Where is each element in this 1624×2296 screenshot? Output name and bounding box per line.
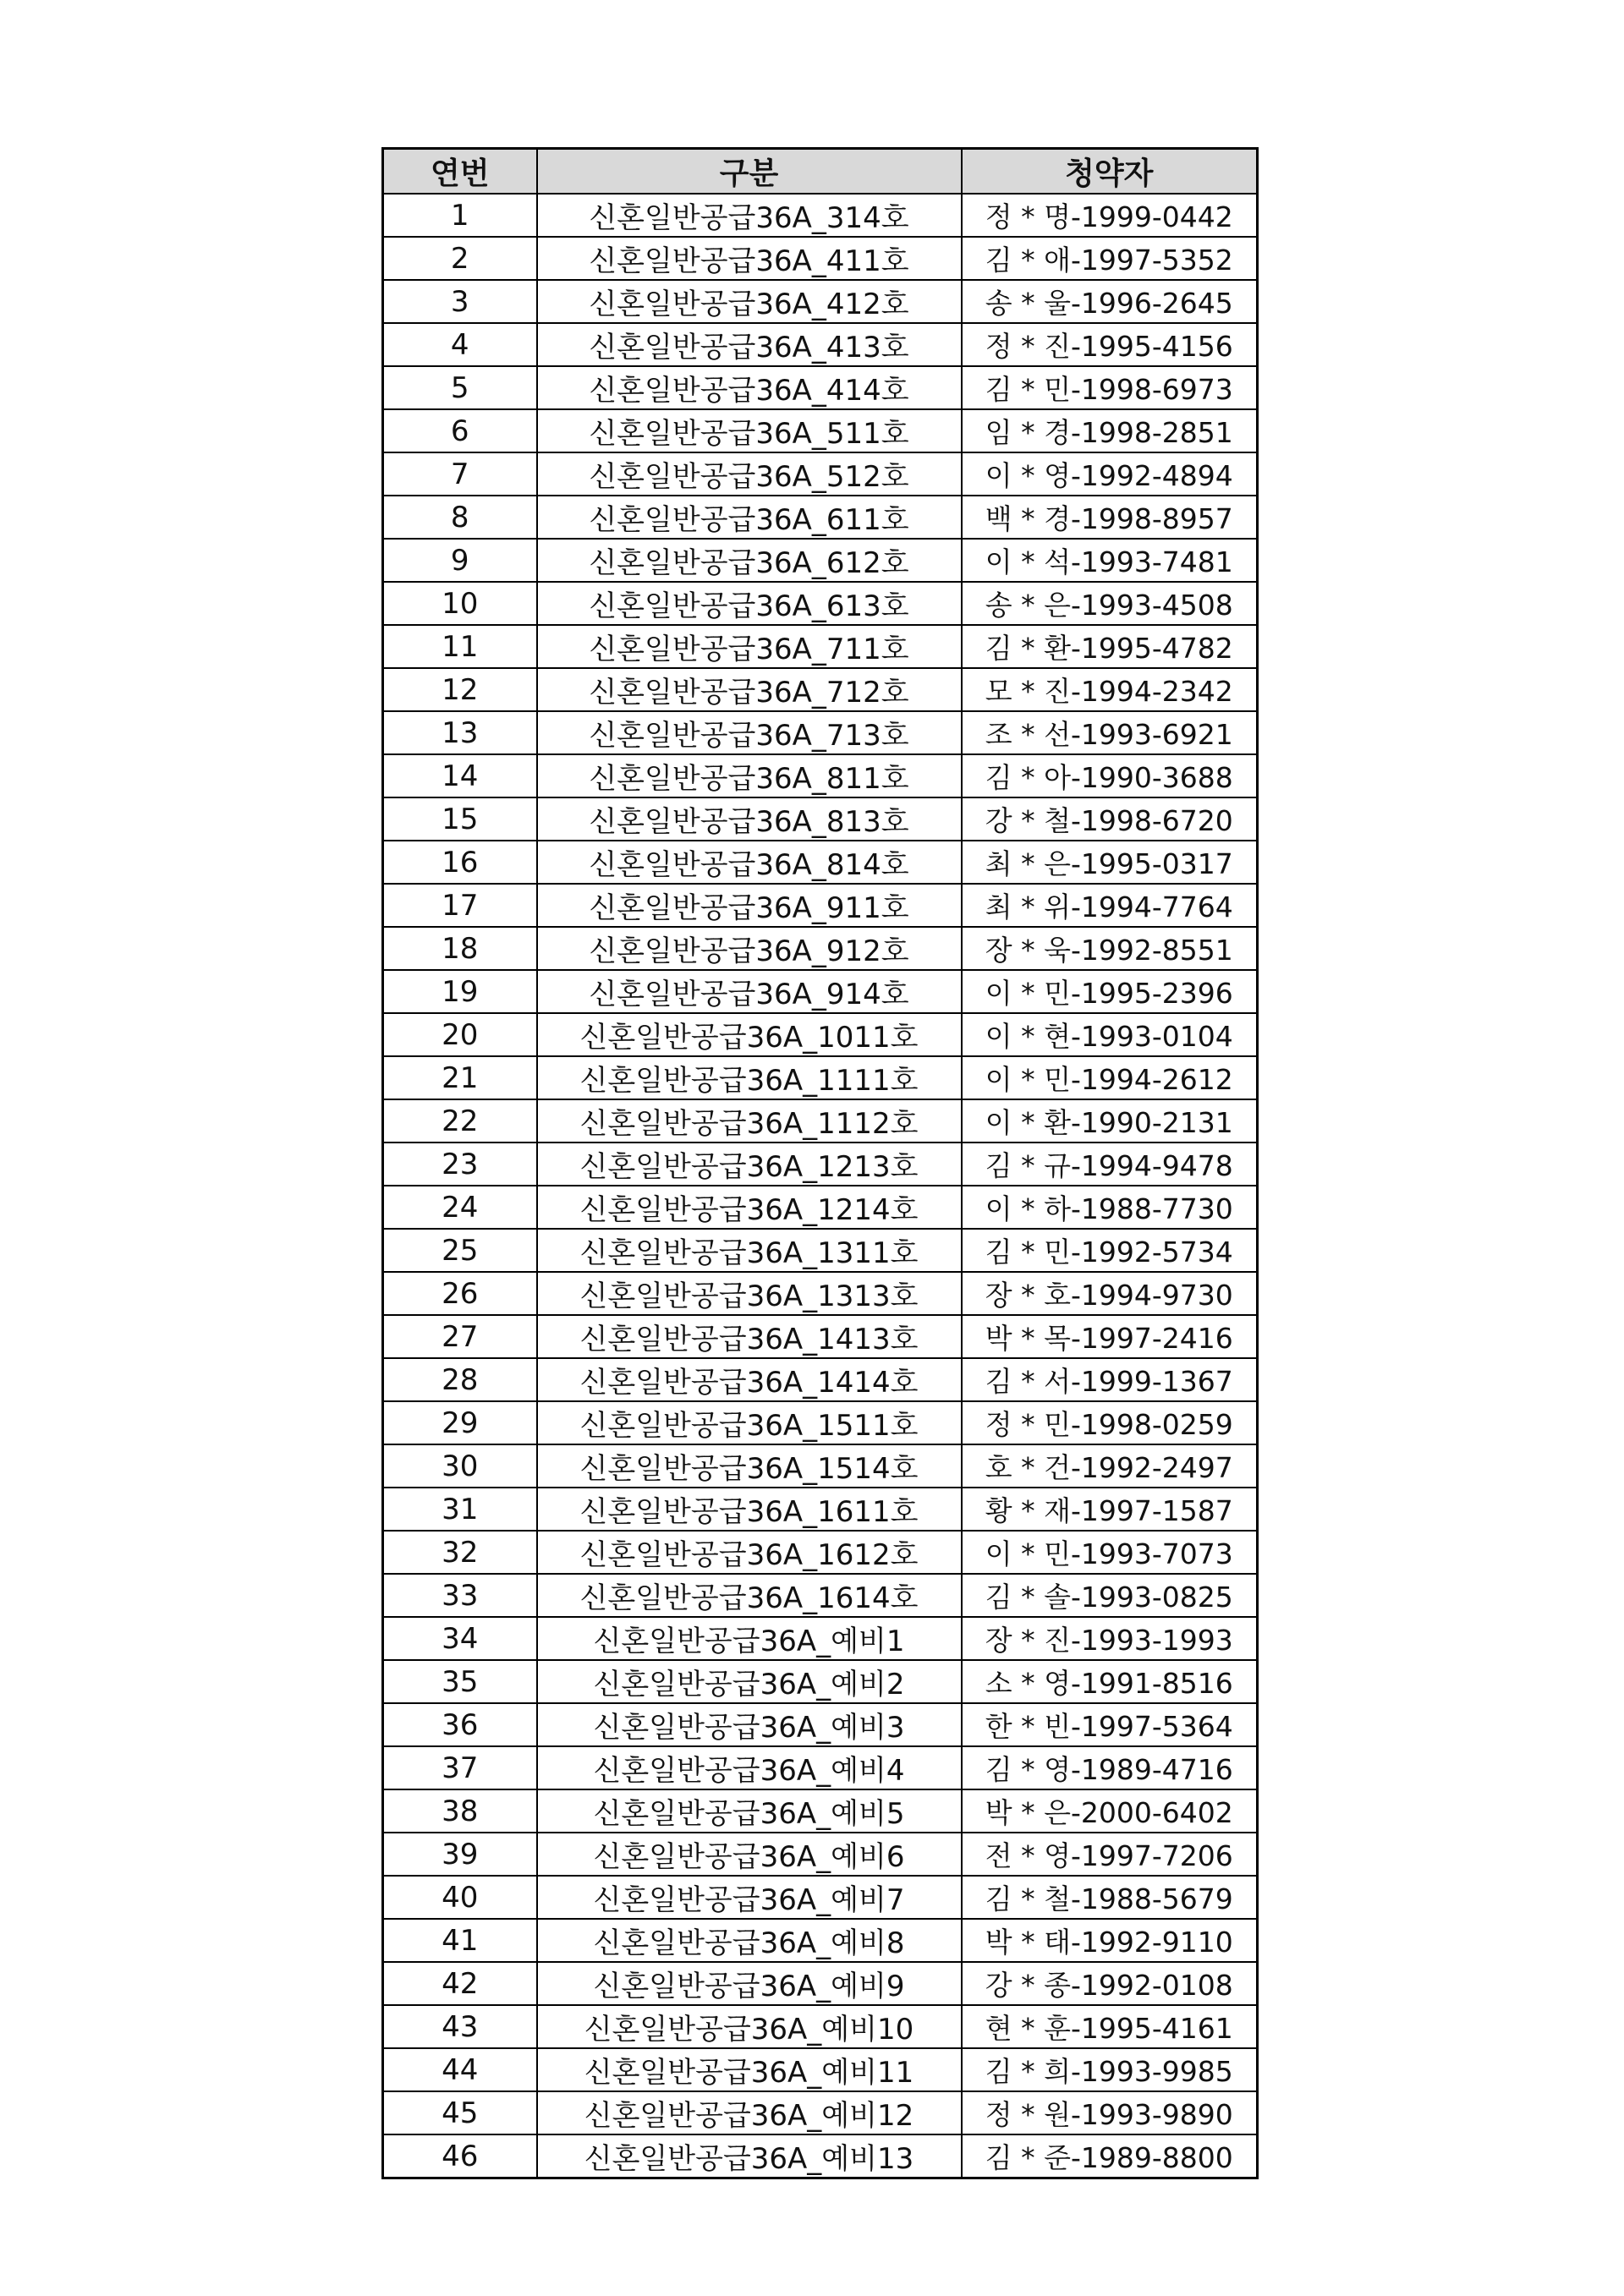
- cell-seq: 26: [383, 1272, 537, 1315]
- cell-applicant: 김 * 아-1990-3688: [962, 754, 1258, 797]
- cell-applicant: 박 * 목-1997-2416: [962, 1315, 1258, 1358]
- cell-category: 신혼일반공급36A_예비6: [537, 1833, 962, 1876]
- table-row: [383, 1229, 1258, 1272]
- cell-category: 신혼일반공급36A_1611호: [537, 1488, 962, 1531]
- cell-applicant: 김 * 준-1989-8800: [962, 2134, 1258, 2178]
- cell-category: 신혼일반공급36A_예비2: [537, 1660, 962, 1703]
- table-row: [383, 1703, 1258, 1746]
- cell-seq: 1: [383, 194, 537, 237]
- cell-category: 신혼일반공급36A_예비5: [537, 1789, 962, 1833]
- cell-seq: 33: [383, 1574, 537, 1617]
- cell-applicant: 호 * 건-1992-2497: [962, 1444, 1258, 1488]
- cell-applicant: 장 * 호-1994-9730: [962, 1272, 1258, 1315]
- cell-category: 신혼일반공급36A_1612호: [537, 1531, 962, 1574]
- cell-category: 신혼일반공급36A_512호: [537, 452, 962, 496]
- table-row: [383, 280, 1258, 323]
- cell-seq: 20: [383, 1013, 537, 1056]
- table-row: [383, 1660, 1258, 1703]
- cell-applicant: 정 * 명-1999-0442: [962, 194, 1258, 237]
- cell-applicant: 강 * 종-1992-0108: [962, 1962, 1258, 2005]
- cell-applicant: 장 * 진-1993-1993: [962, 1617, 1258, 1660]
- table-row: [383, 711, 1258, 754]
- column-header-seq: 연번: [383, 149, 537, 195]
- table-row: [383, 797, 1258, 841]
- table-row: [383, 1272, 1258, 1315]
- cell-seq: 12: [383, 668, 537, 711]
- cell-seq: 18: [383, 927, 537, 970]
- cell-seq: 35: [383, 1660, 537, 1703]
- cell-seq: 39: [383, 1833, 537, 1876]
- cell-seq: 38: [383, 1789, 537, 1833]
- table-row: [383, 1746, 1258, 1789]
- applicant-table: [381, 147, 1259, 2179]
- cell-category: 신혼일반공급36A_412호: [537, 280, 962, 323]
- cell-seq: 44: [383, 2048, 537, 2091]
- cell-applicant: 최 * 은-1995-0317: [962, 841, 1258, 884]
- cell-category: 신혼일반공급36A_예비8: [537, 1919, 962, 1962]
- cell-applicant: 이 * 석-1993-7481: [962, 539, 1258, 582]
- cell-category: 신혼일반공급36A_914호: [537, 970, 962, 1013]
- table-row: [383, 323, 1258, 366]
- cell-seq: 37: [383, 1746, 537, 1789]
- table-row: [383, 1186, 1258, 1229]
- cell-applicant: 전 * 영-1997-7206: [962, 1833, 1258, 1876]
- table-row: [383, 1056, 1258, 1099]
- cell-applicant: 이 * 환-1990-2131: [962, 1099, 1258, 1143]
- cell-category: 신혼일반공급36A_814호: [537, 841, 962, 884]
- table-row: [383, 1617, 1258, 1660]
- table-row: [383, 1013, 1258, 1056]
- cell-seq: 6: [383, 409, 537, 452]
- cell-category: 신혼일반공급36A_912호: [537, 927, 962, 970]
- table-row: [383, 1488, 1258, 1531]
- cell-seq: 24: [383, 1186, 537, 1229]
- cell-applicant: 송 * 울-1996-2645: [962, 280, 1258, 323]
- cell-seq: 10: [383, 582, 537, 625]
- cell-applicant: 김 * 철-1988-5679: [962, 1876, 1258, 1919]
- cell-applicant: 현 * 훈-1995-4161: [962, 2005, 1258, 2048]
- cell-category: 신혼일반공급36A_1614호: [537, 1574, 962, 1617]
- cell-category: 신혼일반공급36A_1514호: [537, 1444, 962, 1488]
- cell-category: 신혼일반공급36A_613호: [537, 582, 962, 625]
- cell-seq: 15: [383, 797, 537, 841]
- cell-applicant: 송 * 은-1993-4508: [962, 582, 1258, 625]
- table-row: [383, 625, 1258, 668]
- table-row: [383, 366, 1258, 409]
- cell-category: 신혼일반공급36A_511호: [537, 409, 962, 452]
- cell-seq: 17: [383, 884, 537, 927]
- cell-category: 신혼일반공급36A_예비12: [537, 2091, 962, 2134]
- cell-seq: 43: [383, 2005, 537, 2048]
- cell-category: 신혼일반공급36A_1313호: [537, 1272, 962, 1315]
- cell-applicant: 김 * 서-1999-1367: [962, 1358, 1258, 1401]
- cell-seq: 27: [383, 1315, 537, 1358]
- table-row: [383, 1531, 1258, 1574]
- cell-seq: 32: [383, 1531, 537, 1574]
- cell-category: 신혼일반공급36A_1112호: [537, 1099, 962, 1143]
- cell-applicant: 김 * 민-1998-6973: [962, 366, 1258, 409]
- header-row: [383, 149, 1258, 195]
- cell-category: 신혼일반공급36A_1414호: [537, 1358, 962, 1401]
- cell-seq: 31: [383, 1488, 537, 1531]
- table-row: [383, 1444, 1258, 1488]
- cell-applicant: 김 * 환-1995-4782: [962, 625, 1258, 668]
- cell-applicant: 김 * 민-1992-5734: [962, 1229, 1258, 1272]
- cell-applicant: 이 * 민-1995-2396: [962, 970, 1258, 1013]
- table-row: [383, 754, 1258, 797]
- cell-seq: 30: [383, 1444, 537, 1488]
- cell-seq: 36: [383, 1703, 537, 1746]
- cell-applicant: 임 * 경-1998-2851: [962, 409, 1258, 452]
- cell-applicant: 정 * 진-1995-4156: [962, 323, 1258, 366]
- cell-applicant: 김 * 희-1993-9985: [962, 2048, 1258, 2091]
- table-row: [383, 496, 1258, 539]
- cell-category: 신혼일반공급36A_314호: [537, 194, 962, 237]
- cell-category: 신혼일반공급36A_예비3: [537, 1703, 962, 1746]
- table-row: [383, 1401, 1258, 1444]
- cell-seq: 7: [383, 452, 537, 496]
- cell-applicant: 백 * 경-1998-8957: [962, 496, 1258, 539]
- cell-seq: 22: [383, 1099, 537, 1143]
- cell-category: 신혼일반공급36A_713호: [537, 711, 962, 754]
- cell-applicant: 이 * 민-1993-7073: [962, 1531, 1258, 1574]
- table-row: [383, 927, 1258, 970]
- cell-applicant: 이 * 하-1988-7730: [962, 1186, 1258, 1229]
- cell-category: 신혼일반공급36A_712호: [537, 668, 962, 711]
- cell-category: 신혼일반공급36A_예비7: [537, 1876, 962, 1919]
- table-body: [383, 194, 1258, 2178]
- cell-category: 신혼일반공급36A_1511호: [537, 1401, 962, 1444]
- cell-seq: 23: [383, 1143, 537, 1186]
- cell-applicant: 모 * 진-1994-2342: [962, 668, 1258, 711]
- cell-category: 신혼일반공급36A_1111호: [537, 1056, 962, 1099]
- cell-category: 신혼일반공급36A_예비4: [537, 1746, 962, 1789]
- cell-applicant: 장 * 욱-1992-8551: [962, 927, 1258, 970]
- cell-applicant: 한 * 빈-1997-5364: [962, 1703, 1258, 1746]
- cell-category: 신혼일반공급36A_411호: [537, 237, 962, 280]
- cell-applicant: 이 * 영-1992-4894: [962, 452, 1258, 496]
- table-row: [383, 1919, 1258, 1962]
- table-row: [383, 237, 1258, 280]
- cell-seq: 19: [383, 970, 537, 1013]
- table-row: [383, 668, 1258, 711]
- table-row: [383, 1315, 1258, 1358]
- cell-category: 신혼일반공급36A_예비11: [537, 2048, 962, 2091]
- table-row: [383, 1099, 1258, 1143]
- cell-category: 신혼일반공급36A_811호: [537, 754, 962, 797]
- table-row: [383, 582, 1258, 625]
- cell-category: 신혼일반공급36A_611호: [537, 496, 962, 539]
- column-header-applicant: 청약자: [962, 149, 1258, 195]
- cell-seq: 45: [383, 2091, 537, 2134]
- table-row: [383, 2134, 1258, 2178]
- cell-applicant: 정 * 원-1993-9890: [962, 2091, 1258, 2134]
- table-row: [383, 2005, 1258, 2048]
- cell-seq: 3: [383, 280, 537, 323]
- table-row: [383, 2048, 1258, 2091]
- table-row: [383, 841, 1258, 884]
- cell-applicant: 강 * 철-1998-6720: [962, 797, 1258, 841]
- cell-category: 신혼일반공급36A_1213호: [537, 1143, 962, 1186]
- cell-category: 신혼일반공급36A_813호: [537, 797, 962, 841]
- cell-seq: 14: [383, 754, 537, 797]
- column-header-category: 구분: [537, 149, 962, 195]
- table-header: [383, 149, 1258, 195]
- cell-seq: 46: [383, 2134, 537, 2178]
- cell-category: 신혼일반공급36A_711호: [537, 625, 962, 668]
- cell-applicant: 박 * 태-1992-9110: [962, 1919, 1258, 1962]
- cell-seq: 42: [383, 1962, 537, 2005]
- cell-seq: 28: [383, 1358, 537, 1401]
- table-row: [383, 452, 1258, 496]
- table-row: [383, 1143, 1258, 1186]
- cell-category: 신혼일반공급36A_예비13: [537, 2134, 962, 2178]
- table-row: [383, 409, 1258, 452]
- cell-seq: 8: [383, 496, 537, 539]
- cell-applicant: 김 * 솔-1993-0825: [962, 1574, 1258, 1617]
- table-row: [383, 2091, 1258, 2134]
- table-row: [383, 1574, 1258, 1617]
- cell-applicant: 최 * 위-1994-7764: [962, 884, 1258, 927]
- cell-seq: 9: [383, 539, 537, 582]
- cell-seq: 2: [383, 237, 537, 280]
- cell-category: 신혼일반공급36A_예비10: [537, 2005, 962, 2048]
- cell-seq: 41: [383, 1919, 537, 1962]
- cell-seq: 29: [383, 1401, 537, 1444]
- cell-category: 신혼일반공급36A_예비1: [537, 1617, 962, 1660]
- cell-seq: 11: [383, 625, 537, 668]
- cell-seq: 40: [383, 1876, 537, 1919]
- cell-applicant: 이 * 민-1994-2612: [962, 1056, 1258, 1099]
- cell-applicant: 김 * 영-1989-4716: [962, 1746, 1258, 1789]
- cell-seq: 4: [383, 323, 537, 366]
- cell-category: 신혼일반공급36A_612호: [537, 539, 962, 582]
- table-row: [383, 884, 1258, 927]
- cell-category: 신혼일반공급36A_1413호: [537, 1315, 962, 1358]
- table-row: [383, 1358, 1258, 1401]
- table-row: [383, 539, 1258, 582]
- cell-category: 신혼일반공급36A_414호: [537, 366, 962, 409]
- cell-seq: 34: [383, 1617, 537, 1660]
- table-row: [383, 1833, 1258, 1876]
- cell-applicant: 김 * 규-1994-9478: [962, 1143, 1258, 1186]
- table-row: [383, 194, 1258, 237]
- table-row: [383, 1962, 1258, 2005]
- cell-category: 신혼일반공급36A_911호: [537, 884, 962, 927]
- cell-seq: 5: [383, 366, 537, 409]
- cell-seq: 13: [383, 711, 537, 754]
- table-row: [383, 970, 1258, 1013]
- cell-category: 신혼일반공급36A_1011호: [537, 1013, 962, 1056]
- cell-applicant: 김 * 애-1997-5352: [962, 237, 1258, 280]
- cell-seq: 16: [383, 841, 537, 884]
- cell-applicant: 소 * 영-1991-8516: [962, 1660, 1258, 1703]
- cell-seq: 21: [383, 1056, 537, 1099]
- cell-applicant: 정 * 민-1998-0259: [962, 1401, 1258, 1444]
- table-row: [383, 1876, 1258, 1919]
- cell-applicant: 황 * 재-1997-1587: [962, 1488, 1258, 1531]
- cell-category: 신혼일반공급36A_예비9: [537, 1962, 962, 2005]
- cell-applicant: 이 * 현-1993-0104: [962, 1013, 1258, 1056]
- cell-category: 신혼일반공급36A_413호: [537, 323, 962, 366]
- table-row: [383, 1789, 1258, 1833]
- cell-applicant: 박 * 은-2000-6402: [962, 1789, 1258, 1833]
- cell-category: 신혼일반공급36A_1311호: [537, 1229, 962, 1272]
- cell-seq: 25: [383, 1229, 537, 1272]
- cell-category: 신혼일반공급36A_1214호: [537, 1186, 962, 1229]
- cell-applicant: 조 * 선-1993-6921: [962, 711, 1258, 754]
